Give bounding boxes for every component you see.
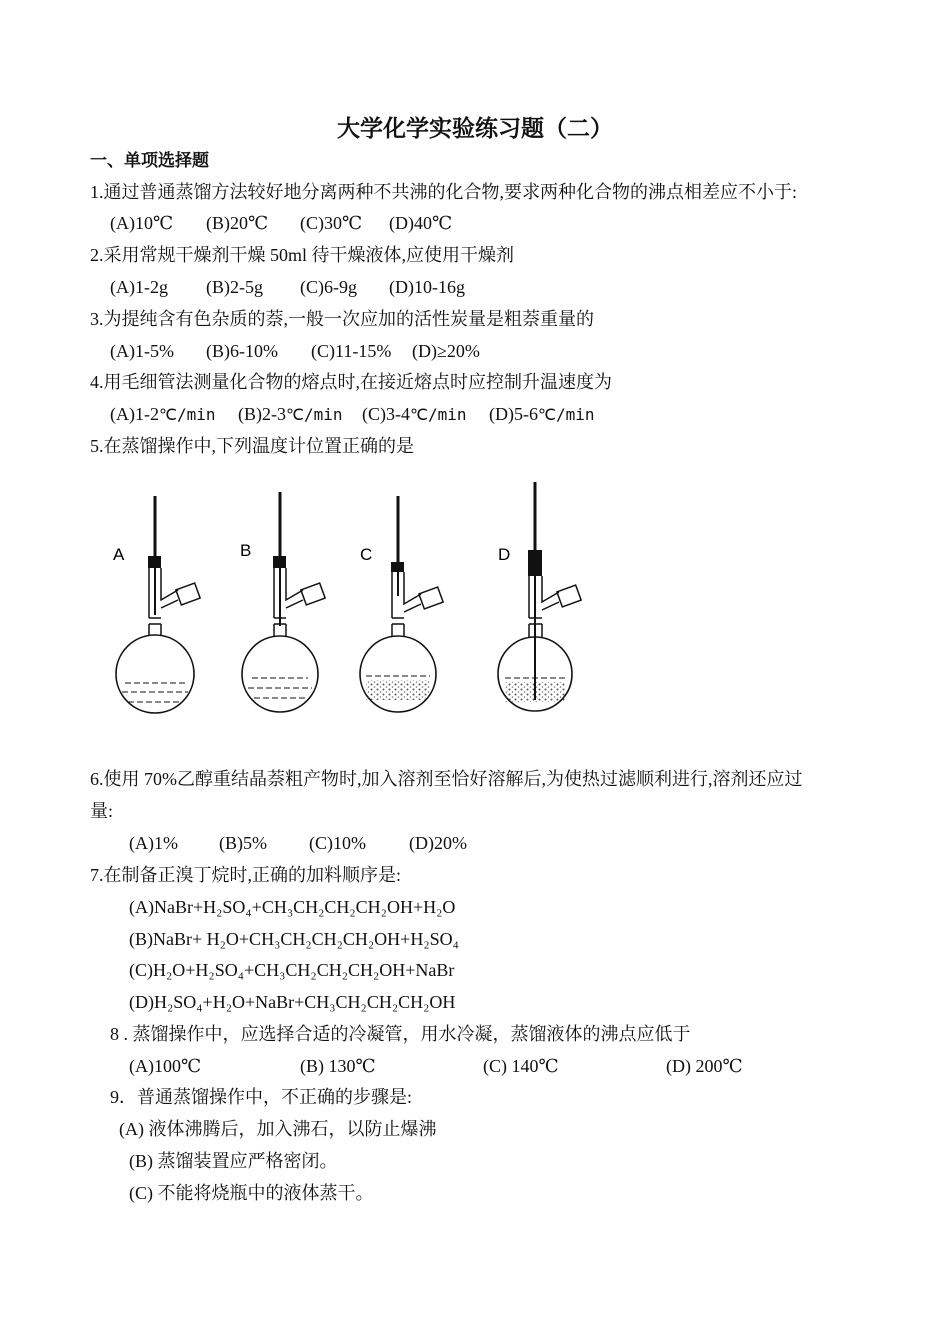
question-4-option-b: (B)2-3℃/min — [238, 404, 343, 424]
question-4-stem: 4.用毛细管法测量化合物的熔点时,在接近熔点时应控制升温速度为 — [90, 372, 612, 392]
question-3-option-d: (D)≥20% — [412, 341, 480, 361]
question-1-option-b: (B)20℃ — [206, 213, 269, 233]
question-2-option-b: (B)2-5g — [206, 277, 263, 297]
apparatus-a — [113, 496, 200, 713]
question-9-stem: 9．普通蒸馏操作中，不正确的步骤是: — [110, 1087, 412, 1107]
question-1-stem: 1.通过普通蒸馏方法较好地分离两种不共沸的化合物,要求两种化合物的沸点相差应不小于: — [90, 182, 797, 202]
apparatus-label-a: A — [113, 545, 125, 564]
question-9-option-c: (C) 不能将烧瓶中的液体蒸干。 — [129, 1183, 374, 1203]
question-6-option-d: (D)20% — [409, 833, 467, 853]
question-4-option-a: (A)1-2℃/min — [110, 404, 216, 424]
question-3-stem: 3.为提纯含有色杂质的萘,一般一次应加的活性炭量是粗萘重量的 — [90, 309, 594, 329]
question-2-option-c: (C)6-9g — [300, 277, 357, 297]
apparatus-c — [360, 496, 443, 712]
question-8-option-a: (A)100℃ — [129, 1056, 202, 1076]
question-8-option-c: (C) 140℃ — [483, 1056, 559, 1076]
question-6-option-a: (A)1% — [129, 833, 178, 853]
question-3-option-b: (B)6-10% — [206, 341, 278, 361]
question-2-stem: 2.采用常规干燥剂干燥 50ml 待干燥液体,应使用干燥剂 — [90, 245, 514, 265]
question-1-option-c: (C)30℃ — [300, 213, 363, 233]
question-9-option-a: (A) 液体沸腾后，加入沸石，以防止爆沸 — [119, 1119, 437, 1139]
apparatus-label-d: D — [498, 545, 511, 564]
question-8-stem: 8 . 蒸馏操作中，应选择合适的冷凝管，用水冷凝，蒸馏液体的沸点应低于 — [110, 1024, 691, 1044]
question-2-option-a: (A)1-2g — [110, 277, 168, 297]
question-1-option-a: (A)10℃ — [110, 213, 174, 233]
question-6-option-c: (C)10% — [309, 833, 366, 853]
question-9-option-b: (B) 蒸馏装置应严格密闭。 — [129, 1151, 338, 1171]
distillation-apparatus-figure — [100, 478, 620, 738]
page-title: 大学化学实验练习题（二） — [337, 116, 613, 142]
question-3-option-a: (A)1-5% — [110, 341, 174, 361]
question-1-option-d: (D)40℃ — [389, 213, 453, 233]
apparatus-d — [498, 482, 581, 711]
question-4-option-d: (D)5-6℃/min — [489, 404, 595, 424]
question-7-option-a: (A)NaBr+H₂SO₄+CH₃CH₂CH₂CH₂OH+H₂O — [129, 897, 456, 917]
apparatus-label-b: B — [240, 541, 252, 560]
question-4-option-c: (C)3-4℃/min — [362, 404, 467, 424]
question-6-stem-line-2: 量: — [90, 801, 114, 821]
question-7-option-c: (C)H₂O+H₂SO₄+CH₃CH₂CH₂CH₂OH+NaBr — [129, 960, 455, 980]
question-8-option-d: (D) 200℃ — [666, 1056, 743, 1076]
question-7-option-b: (B)NaBr+ H₂O+CH₃CH₂CH₂CH₂OH+H₂SO₄ — [129, 929, 459, 949]
question-8-option-b: (B) 130℃ — [300, 1056, 376, 1076]
question-7-option-d: (D)H₂SO₄+H₂O+NaBr+CH₃CH₂CH₂CH₂OH — [129, 992, 456, 1012]
question-2-option-d: (D)10-16g — [389, 277, 465, 297]
question-7-stem: 7.在制备正溴丁烷时,正确的加料顺序是: — [90, 865, 401, 885]
question-5-stem: 5.在蒸馏操作中,下列温度计位置正确的是 — [90, 436, 414, 456]
question-3-option-c: (C)11-15% — [311, 341, 392, 361]
section-heading: 一、单项选择题 — [90, 151, 209, 171]
question-6-stem-line-1: 6.使用 70%乙醇重结晶萘粗产物时,加入溶剂至恰好溶解后,为使热过滤顺利进行,溶剂还应过 — [90, 769, 803, 789]
apparatus-label-c: C — [360, 545, 373, 564]
question-6-option-b: (B)5% — [219, 833, 267, 853]
apparatus-b — [240, 492, 325, 712]
